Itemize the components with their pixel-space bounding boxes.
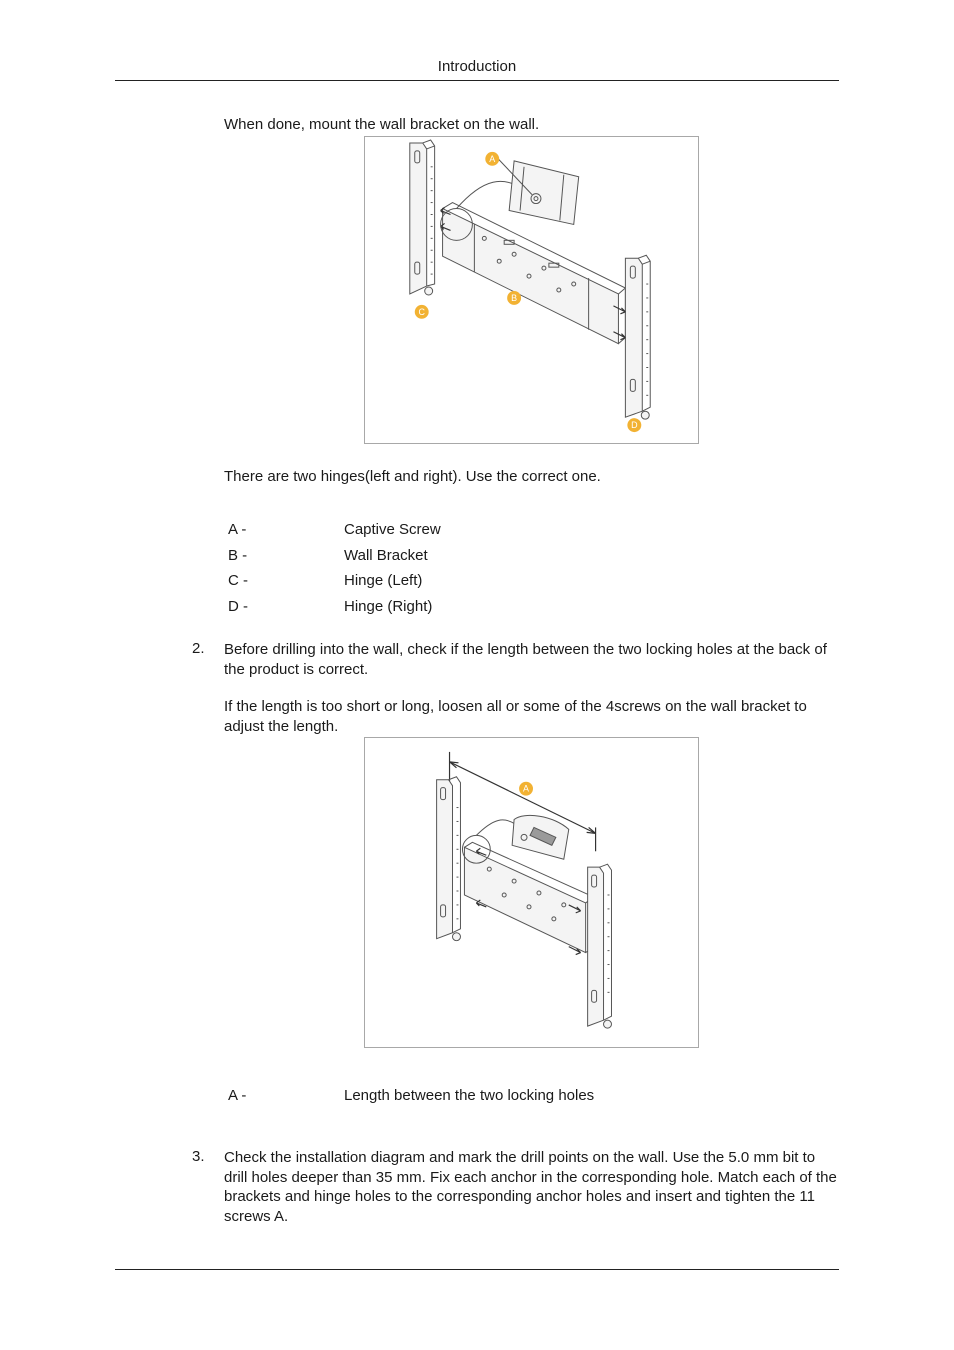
legend-term: A -	[228, 521, 247, 538]
callout-d	[627, 418, 641, 432]
hinge-note-text: There are two hinges(left and right). Use the correct one.	[224, 468, 601, 485]
legend-term: A -	[228, 1087, 247, 1104]
legend-term: D -	[228, 598, 248, 615]
header-divider	[115, 80, 839, 81]
legend-desc: Wall Bracket	[344, 547, 428, 564]
footer-divider	[115, 1269, 839, 1270]
wall-bracket-mount-figure	[364, 136, 699, 444]
legend-desc: Length between the two locking holes	[344, 1087, 595, 1104]
legend-desc: Hinge (Right)	[344, 598, 433, 615]
legend-desc: Hinge (Left)	[344, 572, 423, 589]
left-hinge-drawing	[437, 777, 461, 941]
step-number: 2.	[192, 640, 205, 657]
left-hinge-drawing	[410, 140, 435, 295]
locking-hole-length-illustration	[365, 738, 698, 1047]
wall-bracket-drawing	[464, 842, 593, 952]
right-hinge-drawing	[588, 864, 612, 1028]
callout-a	[519, 782, 533, 796]
right-hinge-drawing	[625, 255, 650, 419]
page-header-title: Introduction	[437, 58, 517, 75]
legend-term: B -	[228, 547, 248, 564]
callout-a	[485, 152, 499, 166]
legend-desc: Captive Screw	[344, 521, 441, 538]
svg-text:B: B	[511, 292, 518, 303]
svg-text:A: A	[523, 783, 530, 794]
step-2-text: Before drilling into the wall, check if the length between the two locking holes at the back of the product is correct.	[224, 641, 827, 678]
callout-b	[507, 291, 521, 305]
callout-c	[415, 305, 429, 319]
svg-text:C: C	[418, 306, 425, 317]
mount-instruction-text: When done, mount the wall bracket on the wall.	[224, 116, 540, 133]
step-2-adjust-text: If the length is too short or long, loosen all or some of the 4screws on the wall bracket to adjust the length.	[224, 698, 807, 735]
legend-term: C -	[228, 572, 248, 589]
svg-text:D: D	[631, 420, 638, 431]
svg-text:A: A	[489, 153, 496, 164]
step-3-text: Check the installation diagram and mark the drill points on the wall. Use the 5.0 mm bit to drill holes deeper than 35 mm. Fix each anchor in the corresponding hole. Match each of the brackets and hinge holes to the corresponding anchor holes and insert and tighten the 11 screws A.	[224, 1149, 837, 1225]
locking-hole-length-figure	[364, 737, 699, 1048]
step-number: 3.	[192, 1148, 205, 1165]
wall-bracket-mount-illustration	[365, 137, 698, 443]
wall-bracket-drawing	[443, 203, 626, 344]
